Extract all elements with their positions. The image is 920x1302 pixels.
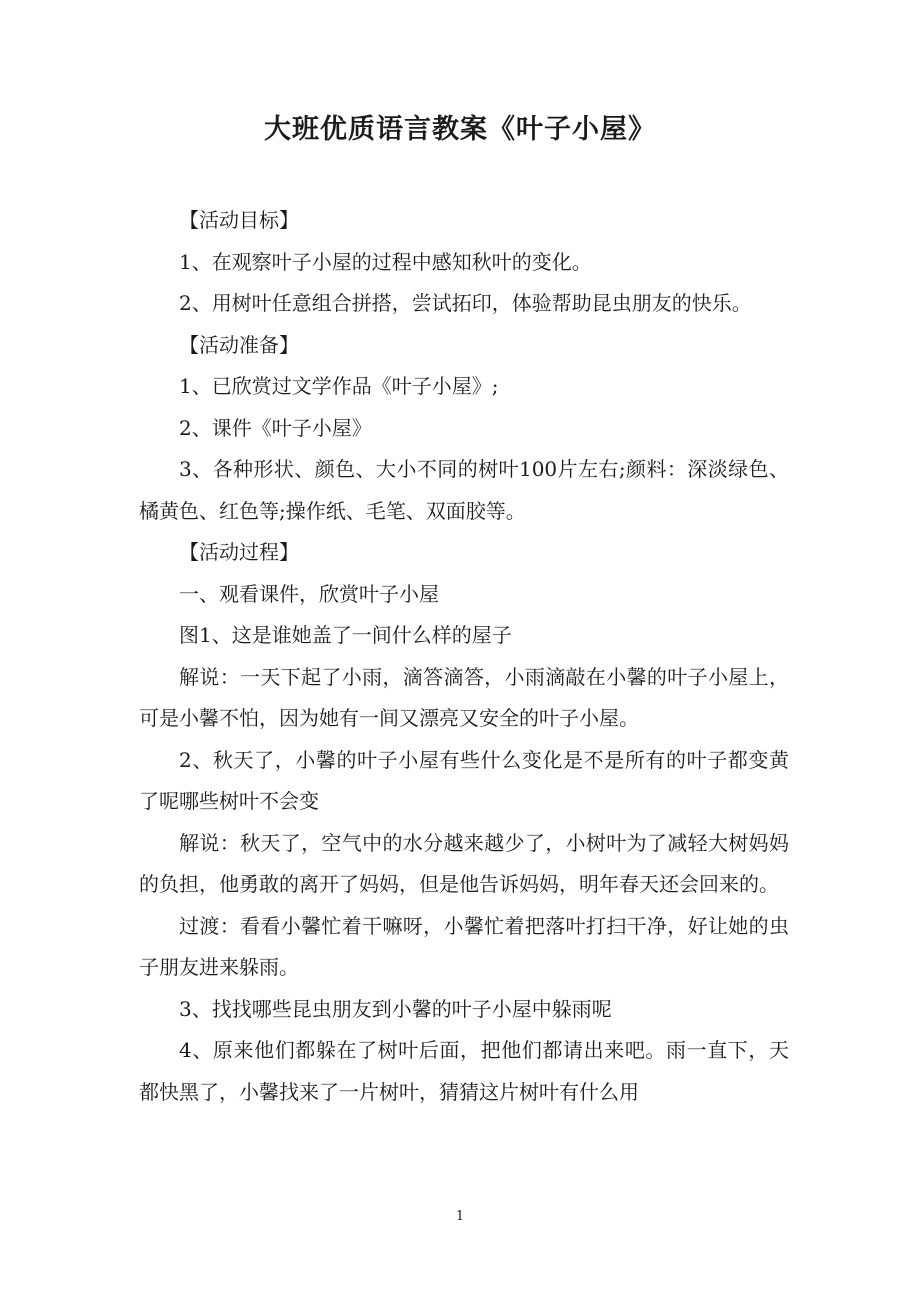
document-title: 大班优质语言教案《叶子小屋》: [264, 114, 656, 145]
paragraph: 1、已欣赏过文学作品《叶子小屋》;: [179, 374, 499, 398]
paragraph: 2、课件《叶子小屋》: [179, 415, 372, 440]
paragraph: 2、秋天了，小馨的叶子小屋有些什么变化是不是所有的叶子都变黄了呢哪些树叶不会变: [139, 747, 789, 813]
paragraph: 一、观看课件，欣赏叶子小屋: [179, 581, 439, 606]
paragraph: 过渡：看看小馨忙着干嘛呀，小馨忙着把落叶打扫干净，好让她的虫子朋友进来躲雨。: [139, 913, 789, 979]
paragraph: 图1、这是谁她盖了一间什么样的屋子: [179, 623, 512, 647]
paragraph: 4、原来他们都躲在了树叶后面，把他们都请出来吧。雨一直下，天都快黑了，小馨找来了一片树叶，猜猜这片树叶有什么用: [139, 1038, 789, 1104]
paragraph: 解说：秋天了，空气中的水分越来越少了，小树叶为了减轻大树妈妈的负担，他勇敢的离开了妈妈，但是他告诉妈妈，明年春天还会回来的。: [139, 830, 789, 896]
paragraph: 1、在观察叶子小屋的过程中感知秋叶的变化。: [179, 249, 592, 274]
section-heading-goals: 【活动目标】: [179, 208, 299, 232]
paragraph: 3、各种形状、颜色、大小不同的树叶100片左右;颜料：深淡绿色、橘黄色、红色等;操作纸、毛笔、双面胶等。: [139, 457, 789, 523]
paragraph: 3、找找哪些昆虫朋友到小馨的叶子小屋中躲雨呢: [179, 996, 612, 1021]
paragraph: 解说：一天下起了小雨，滴答滴答，小雨滴敲在小馨的叶子小屋上，可是小馨不怕，因为她有一间又漂亮又安全的叶子小屋。: [139, 664, 789, 730]
paragraph: 2、用树叶任意组合拼搭，尝试拓印，体验帮助昆虫朋友的快乐。: [179, 291, 752, 315]
page-number: 1: [455, 1209, 465, 1224]
section-heading-preparation: 【活动准备】: [179, 332, 299, 357]
section-heading-process: 【活动过程】: [179, 540, 299, 564]
document-body: [139, 200, 789, 1113]
